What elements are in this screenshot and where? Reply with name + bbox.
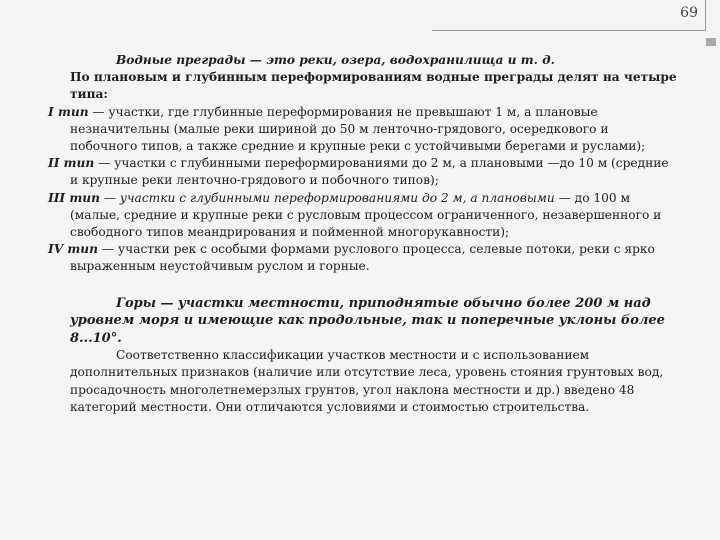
type-item bbox=[48, 241, 678, 275]
type-text-italic: — участки с глубинными переформированиями до 2 м, а плановыми bbox=[99, 190, 555, 205]
type-item bbox=[48, 190, 678, 242]
type-name: III тип bbox=[48, 190, 100, 205]
type-name: IV тип bbox=[48, 242, 99, 257]
water-intro: По плановым и глубинным переформированиям водные преграды делят на четыре типа: bbox=[70, 70, 677, 102]
slide-content bbox=[48, 52, 678, 416]
header-vertical-rule bbox=[705, 0, 706, 31]
type-name: II тип bbox=[48, 156, 95, 171]
type-text: — до 100 м (малые, средние и крупные реки с русловым процессом ограниченного, незавершенного и свободного типов меандрирования и пойменной многорукавности); bbox=[70, 190, 662, 240]
header-rule bbox=[432, 30, 706, 31]
mountains-definition: Горы — участки местности, приподнятые обычно более 200 м над уровнем моря и имеющие как продольные, так и поперечные уклоны более 8...10°. bbox=[70, 295, 665, 346]
spacer bbox=[48, 276, 678, 295]
type-name: I тип bbox=[48, 104, 89, 119]
water-definition: Водные преграды — это реки, озера, водохранилища и т. д. bbox=[116, 53, 555, 67]
page-number: 69 bbox=[680, 5, 698, 21]
type-item bbox=[48, 155, 678, 189]
type-item bbox=[48, 104, 678, 156]
type-text: — участки с глубинными переформированиями до 2 м, а плановыми —до 10 м (средние и крупные реки ленточно-грядового и побочного типов); bbox=[70, 156, 669, 188]
type-text: — участки, где глубинные переформирования не превышают 1 м, а плановые незначительны (малые реки шириной до 50 м ленточно-грядового, осередкового и побочного типов, а также средние и крупные реки с устойчивыми берегами и руслами); bbox=[70, 104, 646, 154]
type-text: — участки рек с особыми формами руслового процесса, селевые потоки, реки с ярко выраженным неустойчивым руслом и горные. bbox=[70, 242, 655, 274]
header-marker bbox=[706, 38, 716, 46]
mountains-classification: Соответственно классификации участков местности и с использованием дополнительных признаков (наличие или отсутствие леса, уровень стояния грунтовых вод, просадочность многолетнемерзлых грунтов, угол наклона местности и др.) введено 48 категорий местности. Они отличаются условиями и стоимостью строительства. bbox=[70, 348, 664, 414]
